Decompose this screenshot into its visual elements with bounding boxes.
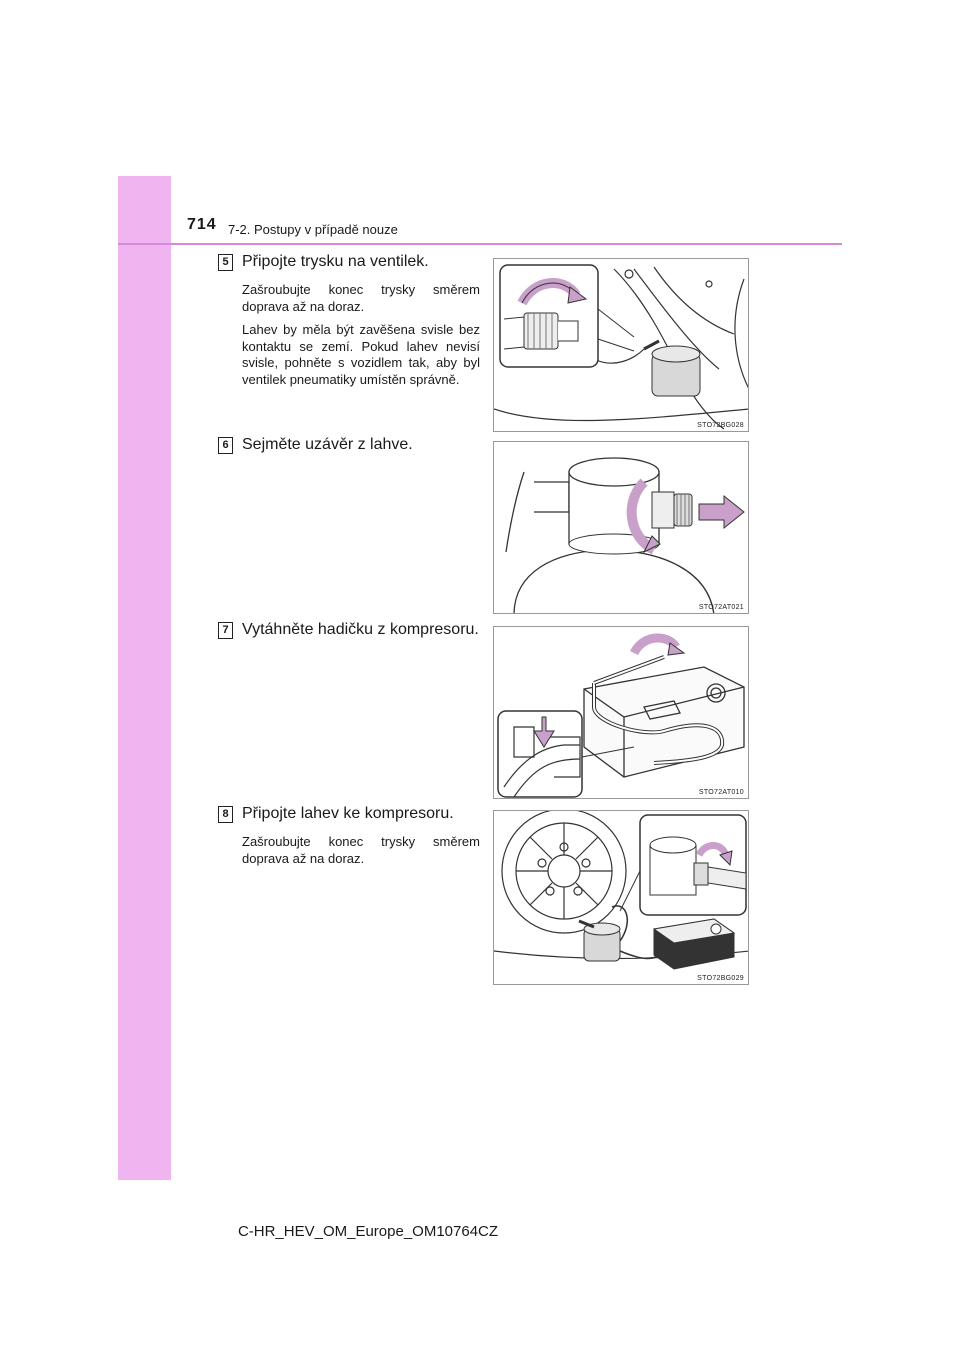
step-heading: Připojte lahev ke kompresoru. [242,805,454,822]
step-number-box: 7 [218,622,233,639]
section-title: 7-2. Postupy v případě nouze [228,222,398,237]
step-heading: Připojte trysku na ventilek. [242,253,429,270]
step-body [242,834,480,874]
document-code: C-HR_HEV_OM_Europe_OM10764CZ [237,1223,499,1240]
page-number: 714 [187,216,217,233]
step-number-box: 8 [218,806,233,823]
figure-code: STO72AT010 [698,789,744,796]
side-tab-band [118,176,171,1180]
figure-connect-bottle-to-compressor [493,810,749,985]
step-heading: Vytáhněte hadičku z kompresoru. [242,621,479,638]
step-body [242,282,480,395]
illustration-compressor-hose [494,627,749,799]
figure-code: STO72AT021 [698,604,744,611]
step-heading: Sejměte uzávěr z lahve. [242,436,413,453]
figure-remove-bottle-cap [493,441,749,614]
step-paragraph: Zašroubujte konec trysky směrem doprava až na doraz. [242,282,480,314]
step-number-box: 6 [218,437,233,454]
figure-connect-nozzle-to-valve [493,258,749,432]
step-paragraph: Zašroubujte konec trysky směrem doprava až na doraz. [242,834,480,866]
illustration-bottle-compressor [494,811,749,985]
figure-pull-hose-from-compressor [493,626,749,799]
illustration-nozzle-valve [494,259,749,432]
step-number-box: 5 [218,254,233,271]
header-rule [118,243,842,245]
figure-code: STO72BG028 [697,422,744,429]
step-paragraph: Lahev by měla být zavěšena svisle bez kontaktu se zemí. Pokud lahev nevisí svisle, pohněte s vozidlem tak, aby byl ventilek pneumatiky umístěn správně. [242,322,480,387]
figure-code: STO72BG029 [697,975,744,982]
footer-document-code [0,1223,960,1240]
illustration-bottle-cap [494,442,749,614]
